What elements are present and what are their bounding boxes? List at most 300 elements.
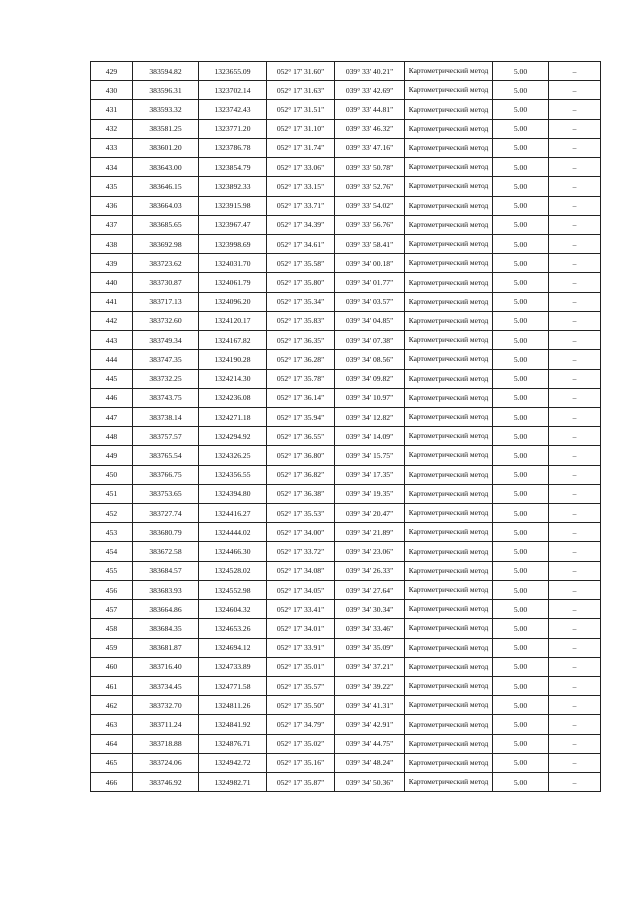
latitude-cell: 052° 17' 33.71"	[267, 196, 335, 215]
x-coordinate-cell: 383717.13	[133, 292, 199, 311]
longitude-cell: 039° 34' 09.82"	[335, 369, 405, 388]
y-coordinate-cell: 1324876.71	[199, 734, 267, 753]
note-cell: –	[549, 158, 601, 177]
point-number-cell: 441	[91, 292, 133, 311]
note-cell: –	[549, 427, 601, 446]
latitude-cell: 052° 17' 35.94"	[267, 407, 335, 426]
y-coordinate-cell: 1323854.79	[199, 158, 267, 177]
x-coordinate-cell: 383692.98	[133, 234, 199, 253]
point-number-cell: 463	[91, 715, 133, 734]
method-cell: Картометрический метод	[405, 753, 493, 772]
point-number-cell: 449	[91, 446, 133, 465]
table-row	[91, 215, 601, 234]
table-row	[91, 677, 601, 696]
x-coordinate-cell: 383581.25	[133, 119, 199, 138]
note-cell: –	[549, 734, 601, 753]
table-row	[91, 158, 601, 177]
note-cell: –	[549, 523, 601, 542]
y-coordinate-cell: 1324444.02	[199, 523, 267, 542]
accuracy-cell: 5.00	[493, 273, 549, 292]
table-row	[91, 523, 601, 542]
y-coordinate-cell: 1323702.14	[199, 81, 267, 100]
point-number-cell: 446	[91, 388, 133, 407]
table-row	[91, 619, 601, 638]
y-coordinate-cell: 1324214.30	[199, 369, 267, 388]
longitude-cell: 039° 34' 35.09"	[335, 638, 405, 657]
longitude-cell: 039° 33' 40.21"	[335, 62, 405, 81]
x-coordinate-cell: 383738.14	[133, 407, 199, 426]
longitude-cell: 039° 34' 50.36"	[335, 773, 405, 792]
method-cell: Картометрический метод	[405, 273, 493, 292]
method-cell: Картометрический метод	[405, 619, 493, 638]
accuracy-cell: 5.00	[493, 542, 549, 561]
x-coordinate-cell: 383718.88	[133, 734, 199, 753]
y-coordinate-cell: 1324096.20	[199, 292, 267, 311]
note-cell: –	[549, 753, 601, 772]
point-number-cell: 433	[91, 138, 133, 157]
y-coordinate-cell: 1324294.92	[199, 427, 267, 446]
longitude-cell: 039° 33' 58.41"	[335, 234, 405, 253]
longitude-cell: 039° 34' 01.77"	[335, 273, 405, 292]
latitude-cell: 052° 17' 33.91"	[267, 638, 335, 657]
latitude-cell: 052° 17' 34.05"	[267, 580, 335, 599]
latitude-cell: 052° 17' 34.00"	[267, 523, 335, 542]
latitude-cell: 052° 17' 31.63"	[267, 81, 335, 100]
method-cell: Картометрический метод	[405, 292, 493, 311]
point-number-cell: 431	[91, 100, 133, 119]
longitude-cell: 039° 34' 12.82"	[335, 407, 405, 426]
table-row	[91, 273, 601, 292]
x-coordinate-cell: 383734.45	[133, 677, 199, 696]
table-row	[91, 196, 601, 215]
method-cell: Картометрический метод	[405, 734, 493, 753]
coordinates-table-body	[91, 62, 601, 792]
method-cell: Картометрический метод	[405, 427, 493, 446]
y-coordinate-cell: 1323771.20	[199, 119, 267, 138]
latitude-cell: 052° 17' 35.78"	[267, 369, 335, 388]
latitude-cell: 052° 17' 35.57"	[267, 677, 335, 696]
latitude-cell: 052° 17' 36.82"	[267, 465, 335, 484]
y-coordinate-cell: 1324552.98	[199, 580, 267, 599]
note-cell: –	[549, 446, 601, 465]
latitude-cell: 052° 17' 35.87"	[267, 773, 335, 792]
table-row	[91, 465, 601, 484]
y-coordinate-cell: 1324733.89	[199, 657, 267, 676]
latitude-cell: 052° 17' 35.58"	[267, 254, 335, 273]
x-coordinate-cell: 383732.60	[133, 311, 199, 330]
latitude-cell: 052° 17' 36.28"	[267, 350, 335, 369]
accuracy-cell: 5.00	[493, 311, 549, 330]
x-coordinate-cell: 383683.93	[133, 580, 199, 599]
method-cell: Картометрический метод	[405, 657, 493, 676]
longitude-cell: 039° 33' 47.16"	[335, 138, 405, 157]
longitude-cell: 039° 34' 14.09"	[335, 427, 405, 446]
x-coordinate-cell: 383643.00	[133, 158, 199, 177]
accuracy-cell: 5.00	[493, 677, 549, 696]
latitude-cell: 052° 17' 36.80"	[267, 446, 335, 465]
x-coordinate-cell: 383766.75	[133, 465, 199, 484]
longitude-cell: 039° 34' 44.75"	[335, 734, 405, 753]
accuracy-cell: 5.00	[493, 773, 549, 792]
accuracy-cell: 5.00	[493, 753, 549, 772]
y-coordinate-cell: 1324394.80	[199, 484, 267, 503]
latitude-cell: 052° 17' 33.72"	[267, 542, 335, 561]
accuracy-cell: 5.00	[493, 350, 549, 369]
y-coordinate-cell: 1324528.02	[199, 561, 267, 580]
note-cell: –	[549, 542, 601, 561]
point-number-cell: 458	[91, 619, 133, 638]
point-number-cell: 453	[91, 523, 133, 542]
point-number-cell: 455	[91, 561, 133, 580]
accuracy-cell: 5.00	[493, 100, 549, 119]
table-row	[91, 657, 601, 676]
latitude-cell: 052° 17' 36.55"	[267, 427, 335, 446]
method-cell: Картометрический метод	[405, 523, 493, 542]
y-coordinate-cell: 1323998.69	[199, 234, 267, 253]
accuracy-cell: 5.00	[493, 580, 549, 599]
y-coordinate-cell: 1324326.25	[199, 446, 267, 465]
latitude-cell: 052° 17' 35.80"	[267, 273, 335, 292]
latitude-cell: 052° 17' 35.34"	[267, 292, 335, 311]
table-row	[91, 234, 601, 253]
accuracy-cell: 5.00	[493, 427, 549, 446]
x-coordinate-cell: 383727.74	[133, 504, 199, 523]
point-number-cell: 452	[91, 504, 133, 523]
accuracy-cell: 5.00	[493, 292, 549, 311]
x-coordinate-cell: 383732.70	[133, 696, 199, 715]
table-row	[91, 119, 601, 138]
note-cell: –	[549, 100, 601, 119]
note-cell: –	[549, 677, 601, 696]
table-row	[91, 561, 601, 580]
longitude-cell: 039° 34' 27.64"	[335, 580, 405, 599]
accuracy-cell: 5.00	[493, 158, 549, 177]
x-coordinate-cell: 383711.24	[133, 715, 199, 734]
method-cell: Картометрический метод	[405, 331, 493, 350]
x-coordinate-cell: 383681.87	[133, 638, 199, 657]
accuracy-cell: 5.00	[493, 696, 549, 715]
table-row	[91, 100, 601, 119]
accuracy-cell: 5.00	[493, 254, 549, 273]
note-cell: –	[549, 504, 601, 523]
x-coordinate-cell: 383684.57	[133, 561, 199, 580]
x-coordinate-cell: 383596.31	[133, 81, 199, 100]
longitude-cell: 039° 34' 42.91"	[335, 715, 405, 734]
point-number-cell: 430	[91, 81, 133, 100]
latitude-cell: 052° 17' 33.41"	[267, 600, 335, 619]
longitude-cell: 039° 34' 00.18"	[335, 254, 405, 273]
note-cell: –	[549, 600, 601, 619]
accuracy-cell: 5.00	[493, 407, 549, 426]
table-row	[91, 484, 601, 503]
latitude-cell: 052° 17' 36.38"	[267, 484, 335, 503]
method-cell: Картометрический метод	[405, 465, 493, 484]
x-coordinate-cell: 383743.75	[133, 388, 199, 407]
point-number-cell: 464	[91, 734, 133, 753]
point-number-cell: 438	[91, 234, 133, 253]
y-coordinate-cell: 1324167.82	[199, 331, 267, 350]
method-cell: Картометрический метод	[405, 215, 493, 234]
x-coordinate-cell: 383664.03	[133, 196, 199, 215]
accuracy-cell: 5.00	[493, 62, 549, 81]
y-coordinate-cell: 1324694.12	[199, 638, 267, 657]
latitude-cell: 052° 17' 34.39"	[267, 215, 335, 234]
method-cell: Картометрический метод	[405, 580, 493, 599]
point-number-cell: 448	[91, 427, 133, 446]
accuracy-cell: 5.00	[493, 331, 549, 350]
latitude-cell: 052° 17' 33.15"	[267, 177, 335, 196]
method-cell: Картометрический метод	[405, 388, 493, 407]
y-coordinate-cell: 1324841.92	[199, 715, 267, 734]
longitude-cell: 039° 34' 30.34"	[335, 600, 405, 619]
note-cell: –	[549, 292, 601, 311]
longitude-cell: 039° 34' 19.35"	[335, 484, 405, 503]
x-coordinate-cell: 383732.25	[133, 369, 199, 388]
y-coordinate-cell: 1324120.17	[199, 311, 267, 330]
note-cell: –	[549, 696, 601, 715]
latitude-cell: 052° 17' 31.74"	[267, 138, 335, 157]
point-number-cell: 450	[91, 465, 133, 484]
note-cell: –	[549, 196, 601, 215]
point-number-cell: 459	[91, 638, 133, 657]
note-cell: –	[549, 311, 601, 330]
latitude-cell: 052° 17' 34.79"	[267, 715, 335, 734]
note-cell: –	[549, 407, 601, 426]
point-number-cell: 437	[91, 215, 133, 234]
latitude-cell: 052° 17' 34.01"	[267, 619, 335, 638]
longitude-cell: 039° 33' 54.02"	[335, 196, 405, 215]
point-number-cell: 445	[91, 369, 133, 388]
method-cell: Картометрический метод	[405, 311, 493, 330]
accuracy-cell: 5.00	[493, 465, 549, 484]
note-cell: –	[549, 465, 601, 484]
x-coordinate-cell: 383684.35	[133, 619, 199, 638]
coordinates-table	[90, 61, 601, 792]
table-row	[91, 427, 601, 446]
method-cell: Картометрический метод	[405, 715, 493, 734]
method-cell: Картометрический метод	[405, 350, 493, 369]
latitude-cell: 052° 17' 36.35"	[267, 331, 335, 350]
y-coordinate-cell: 1324190.28	[199, 350, 267, 369]
latitude-cell: 052° 17' 31.60"	[267, 62, 335, 81]
note-cell: –	[549, 484, 601, 503]
longitude-cell: 039° 33' 44.81"	[335, 100, 405, 119]
method-cell: Картометрический метод	[405, 138, 493, 157]
table-row	[91, 600, 601, 619]
accuracy-cell: 5.00	[493, 504, 549, 523]
accuracy-cell: 5.00	[493, 619, 549, 638]
latitude-cell: 052° 17' 33.06"	[267, 158, 335, 177]
x-coordinate-cell: 383680.79	[133, 523, 199, 542]
table-row	[91, 542, 601, 561]
table-row	[91, 504, 601, 523]
table-row	[91, 580, 601, 599]
table-row	[91, 773, 601, 792]
accuracy-cell: 5.00	[493, 446, 549, 465]
x-coordinate-cell: 383746.92	[133, 773, 199, 792]
y-coordinate-cell: 1324416.27	[199, 504, 267, 523]
longitude-cell: 039° 34' 04.85"	[335, 311, 405, 330]
point-number-cell: 454	[91, 542, 133, 561]
accuracy-cell: 5.00	[493, 484, 549, 503]
note-cell: –	[549, 350, 601, 369]
method-cell: Картометрический метод	[405, 158, 493, 177]
y-coordinate-cell: 1324271.18	[199, 407, 267, 426]
x-coordinate-cell: 383723.62	[133, 254, 199, 273]
accuracy-cell: 5.00	[493, 561, 549, 580]
longitude-cell: 039° 33' 42.69"	[335, 81, 405, 100]
latitude-cell: 052° 17' 35.01"	[267, 657, 335, 676]
point-number-cell: 462	[91, 696, 133, 715]
table-row	[91, 407, 601, 426]
note-cell: –	[549, 619, 601, 638]
point-number-cell: 436	[91, 196, 133, 215]
point-number-cell: 456	[91, 580, 133, 599]
y-coordinate-cell: 1323655.09	[199, 62, 267, 81]
y-coordinate-cell: 1324061.79	[199, 273, 267, 292]
note-cell: –	[549, 234, 601, 253]
method-cell: Картометрический метод	[405, 561, 493, 580]
note-cell: –	[549, 715, 601, 734]
table-row	[91, 696, 601, 715]
longitude-cell: 039° 34' 10.97"	[335, 388, 405, 407]
latitude-cell: 052° 17' 35.83"	[267, 311, 335, 330]
x-coordinate-cell: 383593.32	[133, 100, 199, 119]
method-cell: Картометрический метод	[405, 638, 493, 657]
y-coordinate-cell: 1323892.33	[199, 177, 267, 196]
accuracy-cell: 5.00	[493, 81, 549, 100]
x-coordinate-cell: 383747.35	[133, 350, 199, 369]
point-number-cell: 461	[91, 677, 133, 696]
table-row	[91, 753, 601, 772]
longitude-cell: 039° 34' 23.06"	[335, 542, 405, 561]
table-row	[91, 734, 601, 753]
x-coordinate-cell: 383765.54	[133, 446, 199, 465]
method-cell: Картометрический метод	[405, 696, 493, 715]
longitude-cell: 039° 34' 21.89"	[335, 523, 405, 542]
note-cell: –	[549, 388, 601, 407]
longitude-cell: 039° 33' 56.76"	[335, 215, 405, 234]
accuracy-cell: 5.00	[493, 734, 549, 753]
point-number-cell: 466	[91, 773, 133, 792]
accuracy-cell: 5.00	[493, 138, 549, 157]
method-cell: Картометрический метод	[405, 407, 493, 426]
point-number-cell: 443	[91, 331, 133, 350]
accuracy-cell: 5.00	[493, 234, 549, 253]
point-number-cell: 460	[91, 657, 133, 676]
y-coordinate-cell: 1324236.08	[199, 388, 267, 407]
table-row	[91, 715, 601, 734]
accuracy-cell: 5.00	[493, 523, 549, 542]
table-row	[91, 81, 601, 100]
y-coordinate-cell: 1324942.72	[199, 753, 267, 772]
longitude-cell: 039° 34' 08.56"	[335, 350, 405, 369]
longitude-cell: 039° 33' 46.32"	[335, 119, 405, 138]
method-cell: Картометрический метод	[405, 119, 493, 138]
latitude-cell: 052° 17' 35.16"	[267, 753, 335, 772]
point-number-cell: 444	[91, 350, 133, 369]
latitude-cell: 052° 17' 34.08"	[267, 561, 335, 580]
longitude-cell: 039° 33' 50.78"	[335, 158, 405, 177]
x-coordinate-cell: 383753.65	[133, 484, 199, 503]
longitude-cell: 039° 34' 17.35"	[335, 465, 405, 484]
x-coordinate-cell: 383757.57	[133, 427, 199, 446]
method-cell: Картометрический метод	[405, 504, 493, 523]
longitude-cell: 039° 34' 41.31"	[335, 696, 405, 715]
method-cell: Картометрический метод	[405, 177, 493, 196]
table-row	[91, 638, 601, 657]
note-cell: –	[549, 331, 601, 350]
table-row	[91, 388, 601, 407]
note-cell: –	[549, 580, 601, 599]
method-cell: Картометрический метод	[405, 677, 493, 696]
accuracy-cell: 5.00	[493, 388, 549, 407]
accuracy-cell: 5.00	[493, 196, 549, 215]
table-row	[91, 292, 601, 311]
accuracy-cell: 5.00	[493, 715, 549, 734]
note-cell: –	[549, 773, 601, 792]
table-row	[91, 138, 601, 157]
x-coordinate-cell: 383749.34	[133, 331, 199, 350]
accuracy-cell: 5.00	[493, 177, 549, 196]
longitude-cell: 039° 34' 03.57"	[335, 292, 405, 311]
point-number-cell: 451	[91, 484, 133, 503]
table-row	[91, 177, 601, 196]
x-coordinate-cell: 383601.20	[133, 138, 199, 157]
point-number-cell: 440	[91, 273, 133, 292]
note-cell: –	[549, 215, 601, 234]
table-row	[91, 62, 601, 81]
longitude-cell: 039° 34' 33.46"	[335, 619, 405, 638]
method-cell: Картометрический метод	[405, 484, 493, 503]
method-cell: Картометрический метод	[405, 446, 493, 465]
accuracy-cell: 5.00	[493, 119, 549, 138]
note-cell: –	[549, 638, 601, 657]
x-coordinate-cell: 383724.06	[133, 753, 199, 772]
point-number-cell: 465	[91, 753, 133, 772]
x-coordinate-cell: 383685.65	[133, 215, 199, 234]
note-cell: –	[549, 369, 601, 388]
accuracy-cell: 5.00	[493, 638, 549, 657]
longitude-cell: 039° 34' 39.22"	[335, 677, 405, 696]
method-cell: Картометрический метод	[405, 81, 493, 100]
method-cell: Картометрический метод	[405, 100, 493, 119]
y-coordinate-cell: 1324811.26	[199, 696, 267, 715]
point-number-cell: 429	[91, 62, 133, 81]
method-cell: Картометрический метод	[405, 196, 493, 215]
method-cell: Картометрический метод	[405, 62, 493, 81]
method-cell: Картометрический метод	[405, 542, 493, 561]
y-coordinate-cell: 1323786.78	[199, 138, 267, 157]
table-row	[91, 331, 601, 350]
longitude-cell: 039° 34' 26.33"	[335, 561, 405, 580]
latitude-cell: 052° 17' 35.02"	[267, 734, 335, 753]
x-coordinate-cell: 383594.82	[133, 62, 199, 81]
x-coordinate-cell: 383716.40	[133, 657, 199, 676]
note-cell: –	[549, 561, 601, 580]
point-number-cell: 434	[91, 158, 133, 177]
longitude-cell: 039° 34' 48.24"	[335, 753, 405, 772]
y-coordinate-cell: 1324771.58	[199, 677, 267, 696]
table-row	[91, 446, 601, 465]
table-row	[91, 254, 601, 273]
y-coordinate-cell: 1324466.30	[199, 542, 267, 561]
latitude-cell: 052° 17' 31.51"	[267, 100, 335, 119]
note-cell: –	[549, 81, 601, 100]
method-cell: Картометрический метод	[405, 254, 493, 273]
method-cell: Картометрический метод	[405, 773, 493, 792]
accuracy-cell: 5.00	[493, 600, 549, 619]
